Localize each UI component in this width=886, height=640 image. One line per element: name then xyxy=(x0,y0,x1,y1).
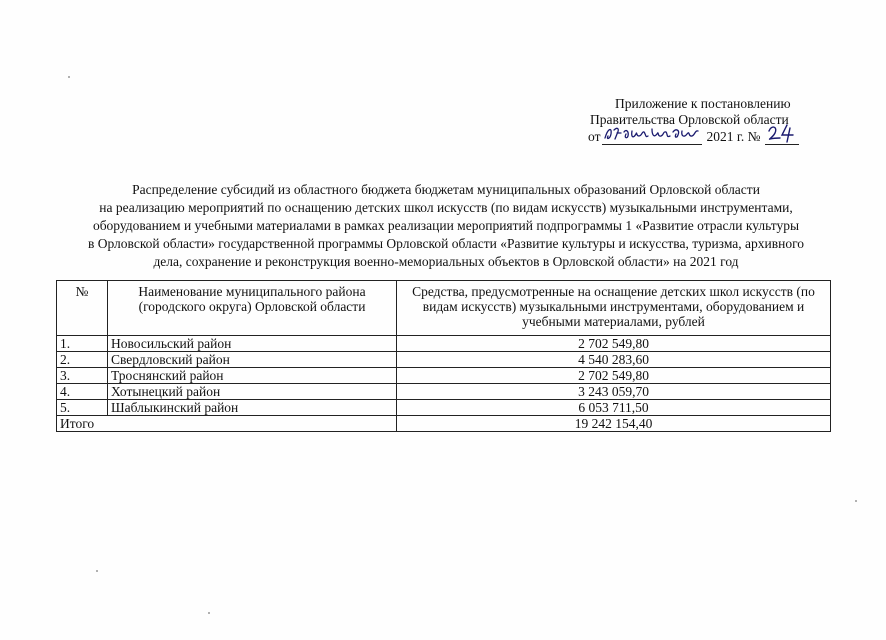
row-district: Шаблыкинский район xyxy=(108,400,397,416)
row-number: 1. xyxy=(57,336,108,352)
title-line-1: Распределение субсидий из областного бюджета бюджетам муниципальных образований Орловской области xyxy=(132,182,760,197)
appendix-line-1: Приложение к постановлению xyxy=(615,96,791,111)
row-amount: 2 702 549,80 xyxy=(397,368,831,384)
row-district: Троснянский район xyxy=(108,368,397,384)
subsidy-table xyxy=(56,280,831,432)
handwritten-number xyxy=(765,128,799,145)
handwritten-number-signature xyxy=(765,122,799,144)
row-number: 2. xyxy=(57,352,108,368)
header-funds: Средства, предусмотренные на оснащение детских школ искусств (по видам искусств) музыкальными инструментами, оборудованием и учебными материалами, рублей xyxy=(397,281,831,336)
row-district: Свердловский район xyxy=(108,352,397,368)
handwritten-date xyxy=(602,128,702,145)
row-amount: 2 702 549,80 xyxy=(397,336,831,352)
row-amount: 4 540 283,60 xyxy=(397,352,831,368)
title-line-2: на реализацию мероприятий по оснащению детских школ искусств (по видам искусств) музыкальными инструментами, xyxy=(99,200,793,215)
table-row xyxy=(57,336,831,352)
table-row xyxy=(57,400,831,416)
scan-speck xyxy=(96,570,98,572)
row-number: 4. xyxy=(57,384,108,400)
table-header-row xyxy=(57,281,831,336)
header-number: № xyxy=(57,281,108,336)
total-label: Итого xyxy=(57,416,397,432)
row-number: 5. xyxy=(57,400,108,416)
row-number: 3. xyxy=(57,368,108,384)
year-number-label: 2021 г. № xyxy=(706,129,761,144)
table-row xyxy=(57,368,831,384)
total-amount: 19 242 154,40 xyxy=(397,416,831,432)
document-title xyxy=(60,181,832,271)
row-district: Хотынецкий район xyxy=(108,384,397,400)
scan-speck xyxy=(68,76,70,78)
from-label: от xyxy=(588,129,601,144)
header-district-name: Наименование муниципального района (городского округа) Орловской области xyxy=(108,281,397,336)
title-line-4: в Орловской области» государственной программы Орловской области «Развитие культуры и искусства, туризма, архивного xyxy=(87,236,805,251)
table-row xyxy=(57,384,831,400)
row-amount: 3 243 059,70 xyxy=(397,384,831,400)
appendix-date-line xyxy=(588,128,828,145)
scan-speck xyxy=(208,612,210,614)
title-line-3: оборудованием и учебными материалами в рамках реализации мероприятий подпрограммы 1 «Развитие отрасли культуры xyxy=(92,218,800,233)
table-total-row xyxy=(57,416,831,432)
handwritten-date-signature xyxy=(602,122,702,144)
appendix-line-2: Правительства Орловской области xyxy=(590,112,789,127)
title-line-5: дела, сохранение и реконструкция военно-мемориальных объектов в Орловской области» на 2021 год xyxy=(153,254,739,269)
row-district: Новосильский район xyxy=(108,336,397,352)
appendix-block xyxy=(588,96,828,145)
scan-speck xyxy=(855,500,857,502)
row-amount: 6 053 711,50 xyxy=(397,400,831,416)
table-row xyxy=(57,352,831,368)
